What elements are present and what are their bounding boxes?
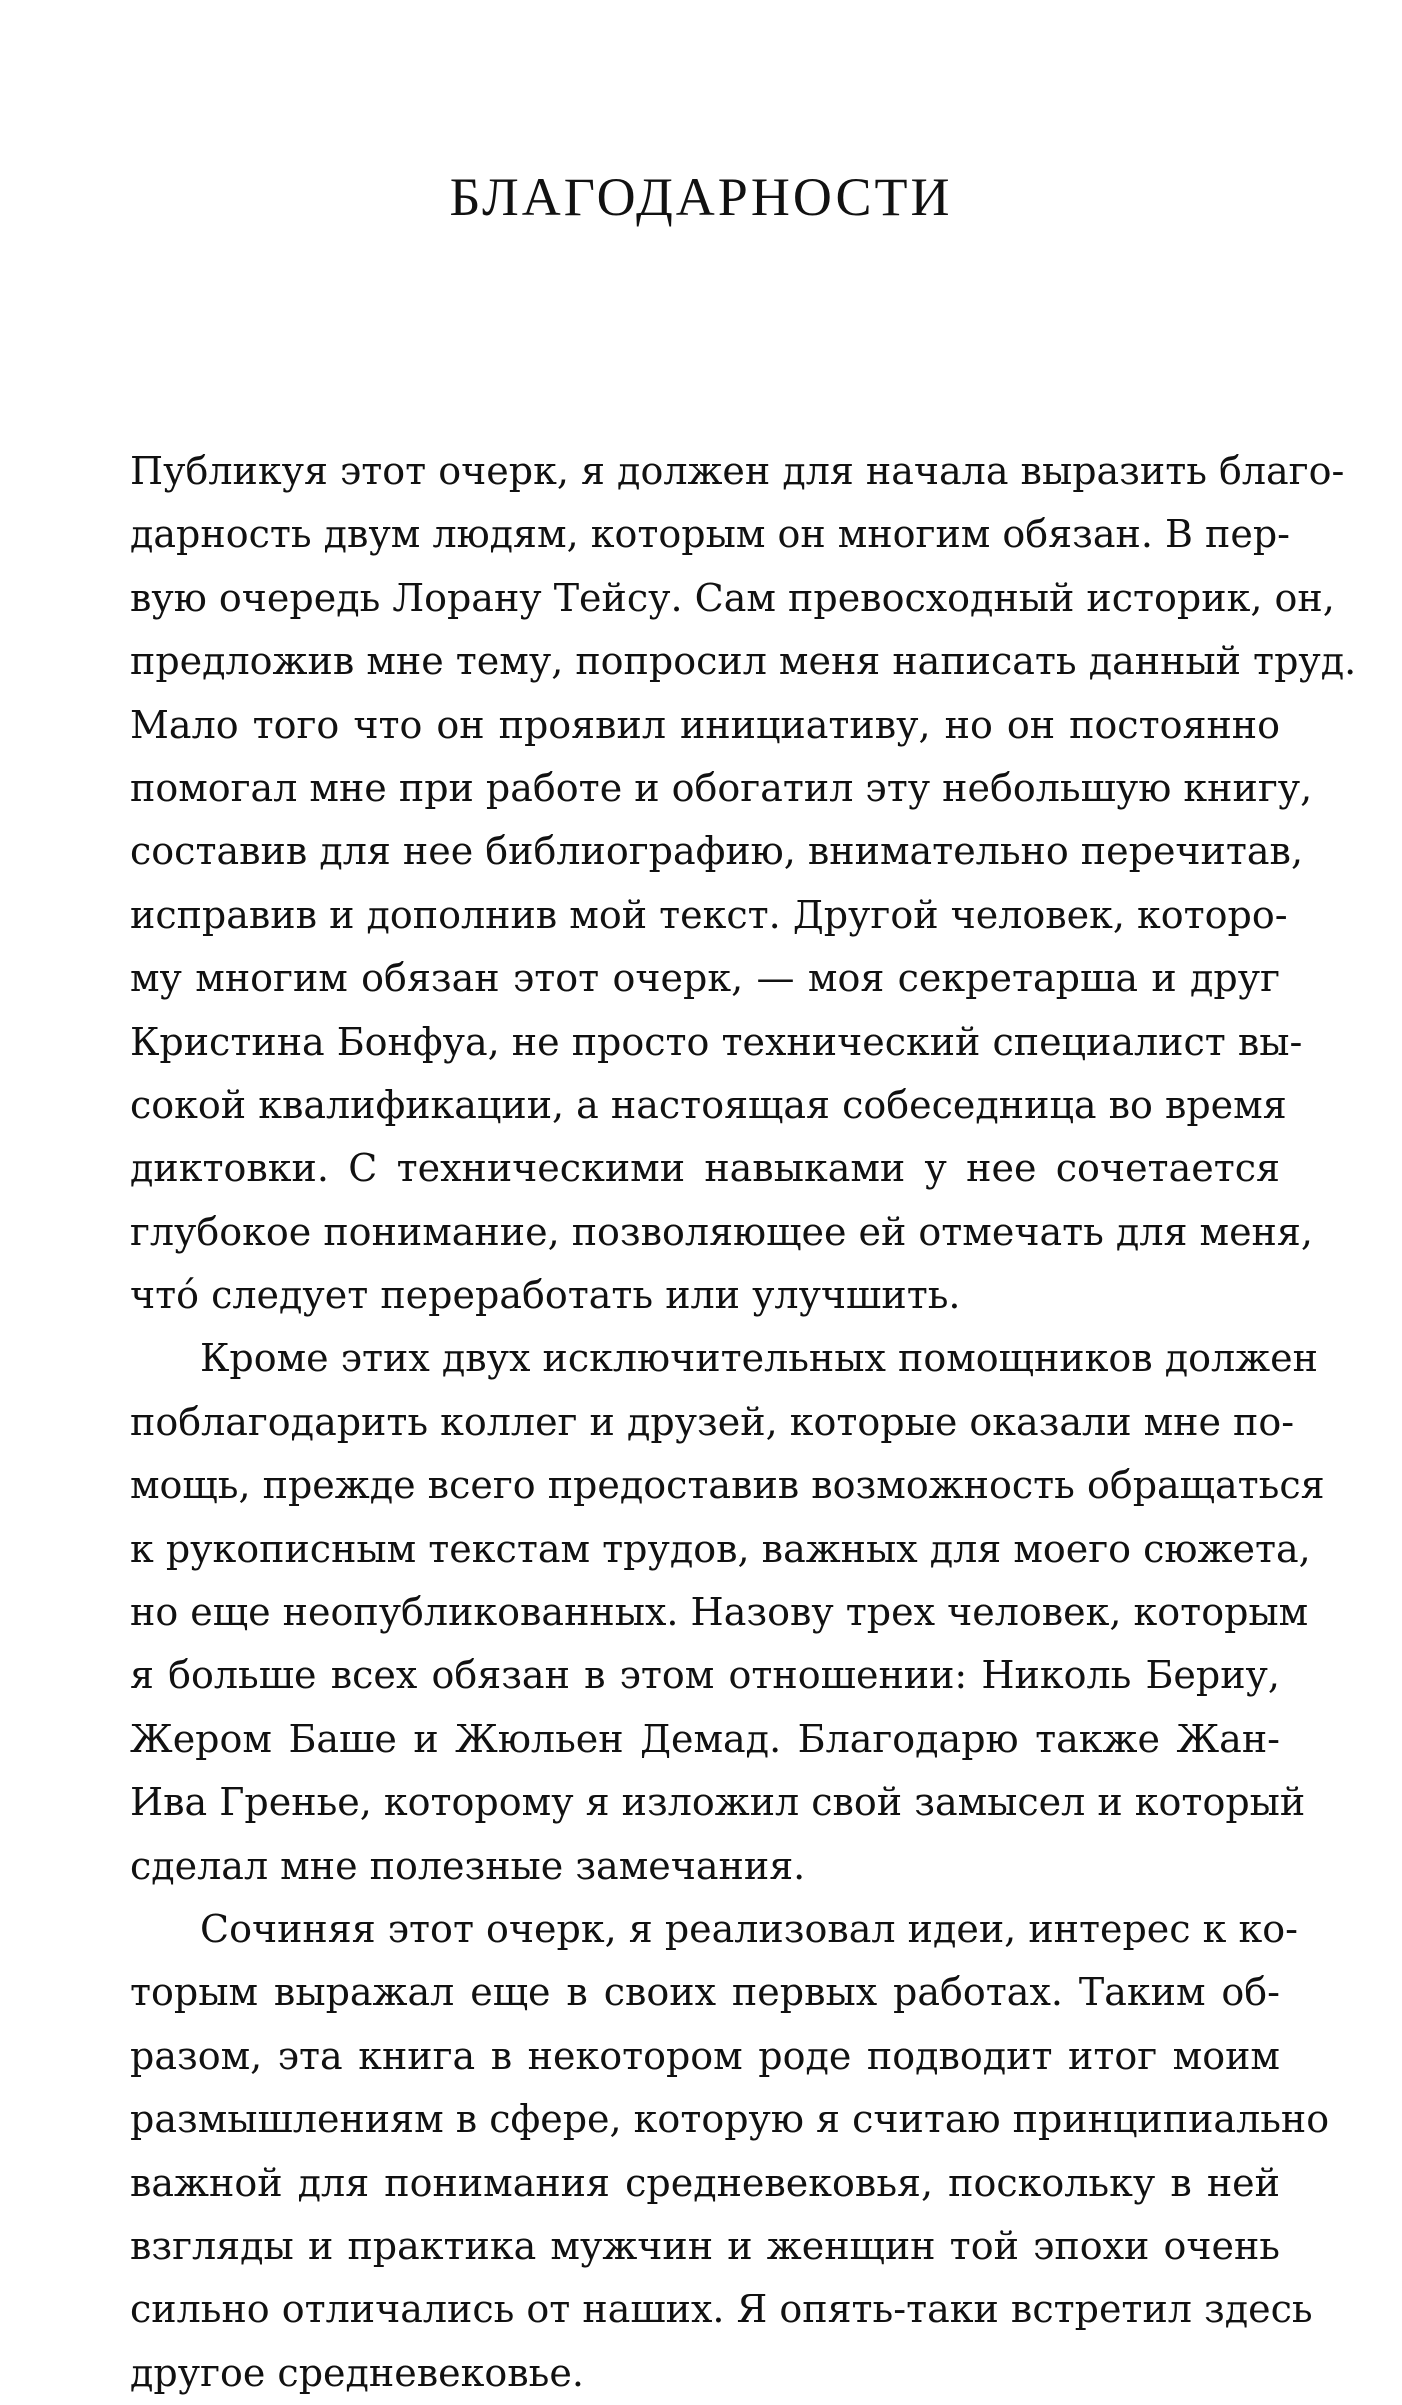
text-line: му многим обязан этот очерк, — моя секретарша и друг — [130, 956, 1280, 1001]
text-line: Ива Гренье, которому я изложил свой замысел и который — [130, 1780, 1306, 1825]
text-line: разом, эта книга в некотором роде подводит итог моим — [130, 2033, 1280, 2078]
text-line: Сочиняя этот очерк, я реализовал идеи, интерес к ко- — [200, 1906, 1298, 1951]
text-line: торым выражал еще в своих первых работах. Таким об- — [130, 1970, 1280, 2015]
text-line: мощь, прежде всего предоставив возможность обращаться — [130, 1463, 1325, 1508]
text-line: взгляды и практика мужчин и женщин той эпохи очень — [130, 2223, 1280, 2268]
text-line: я больше всех обязан в этом отношении: Николь Бериу, — [130, 1653, 1280, 1698]
text-line: вую очередь Лорану Тейсу. Сам превосходный историк, он, — [130, 575, 1335, 620]
paragraph-2 — [130, 1327, 1325, 1898]
text-line: глубокое понимание, позволяющее ей отмечать для меня, — [130, 1209, 1313, 1254]
text-line: поблагодарить коллег и друзей, которые оказали мне по- — [130, 1399, 1295, 1444]
text-line: диктовки. С техническими навыками у нее сочетается — [130, 1146, 1280, 1191]
text-line: дарность двум людям, которым он многим обязан. В пер- — [130, 512, 1290, 557]
text-line: Мало того что он проявил инициативу, но он постоянно — [130, 702, 1280, 747]
text-line: исправив и дополнив мой текст. Другой человек, которо- — [130, 892, 1288, 937]
paragraph-1 — [130, 440, 1357, 1327]
text-line: предложив мне тему, попросил меня написать данный труд. — [130, 639, 1357, 684]
paragraph-3 — [130, 1898, 1330, 2405]
text-line: чтó следует переработать или улучшить. — [130, 1273, 961, 1318]
text-line: помогал мне при работе и обогатил эту небольшую книгу, — [130, 765, 1313, 810]
text-line: важной для понимания средневековья, поскольку в ней — [130, 2160, 1280, 2205]
text-line: размышлениям в сфере, которую я считаю принципиально — [130, 2097, 1330, 2142]
text-line: к рукописным текстам трудов, важных для моего сюжета, — [130, 1526, 1311, 1571]
text-line: Жером Баше и Жюльен Демад. Благодарю также Жан- — [130, 1716, 1280, 1761]
text-line: Кристина Бонфуа, не просто технический специалист вы- — [130, 1019, 1303, 1064]
text-line: Публикуя этот очерк, я должен для начала выразить благо- — [130, 449, 1345, 493]
text-line: другое средневековье. — [130, 2350, 584, 2395]
body-text — [130, 440, 1357, 2405]
text-line: составив для нее библиографию, внимательно перечитав, — [130, 829, 1304, 874]
text-line: но еще неопубликованных. Назову трех человек, которым — [130, 1590, 1309, 1635]
text-line: сильно отличались от наших. Я опять-таки встретил здесь — [130, 2287, 1313, 2332]
text-line: сделал мне полезные замечания. — [130, 1843, 806, 1888]
text-line: сокой квалификации, а настоящая собеседница во время — [130, 1082, 1287, 1127]
text-line: Кроме этих двух исключительных помощников должен — [200, 1336, 1318, 1381]
page-heading: БЛАГОДАРНОСТИ — [449, 167, 953, 227]
